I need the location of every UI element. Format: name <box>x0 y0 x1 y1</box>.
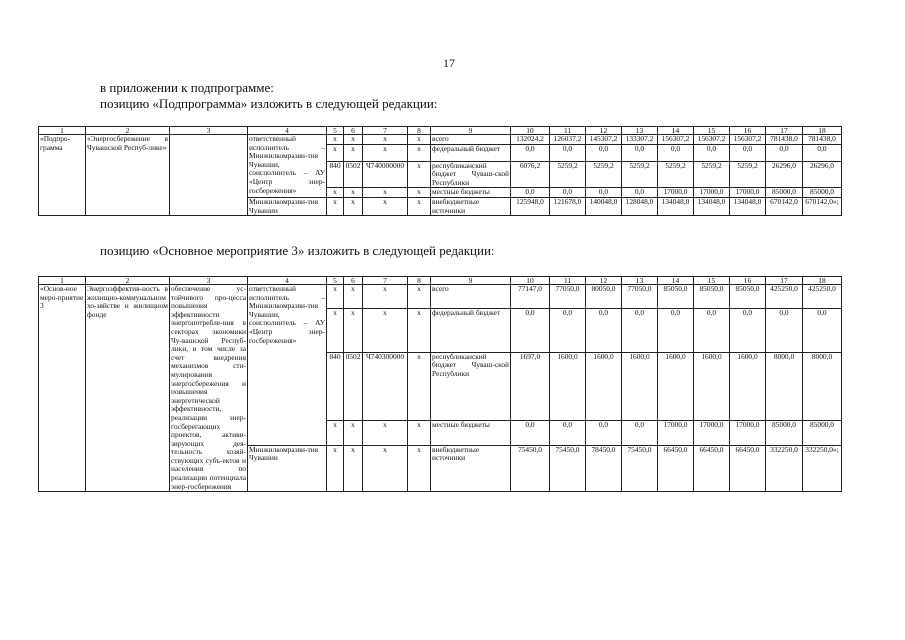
value-cell: 85000,0 <box>803 188 842 198</box>
value-cell: 134048,0 <box>658 197 694 215</box>
table-row <box>39 285 842 309</box>
header-cell: 7 <box>363 127 408 135</box>
col-1-cell: «Основ-ное меро-приятие 3 <box>39 285 86 492</box>
header-cell: 4 <box>248 277 327 285</box>
intro-line-1: в приложении к подпрограмме: <box>100 80 274 95</box>
value-cell: 0,0 <box>658 309 694 352</box>
value-cell: 1697,0 <box>511 352 550 420</box>
value-cell: 156307,2 <box>730 135 766 145</box>
value-cell: 425250,0 <box>803 285 842 309</box>
header-cell: 2 <box>86 127 170 135</box>
value-cell: 0,0 <box>622 188 658 198</box>
header-cell: 14 <box>658 127 694 135</box>
source-cell: всего <box>431 135 511 145</box>
value-cell: 0,0 <box>622 309 658 352</box>
header-cell: 16 <box>730 277 766 285</box>
value-cell: 0,0 <box>766 309 803 352</box>
header-cell: 13 <box>622 277 658 285</box>
value-cell: 332250,0 <box>766 445 803 491</box>
col-3-cell: обеспечение ус-тойчивого про-цесса повышения эффективности энергопотребле-ния в секторах экономики Чу-вашской Респуб-лики, в том числе за счет внедрения механизмов сти-мулирования энергосбережения и повышения энергетической эффективности, реализации энер-госберегающих проектов, активи-зирующих дея-тельность хозяй-ствующих субъ-ектов и населения по реализации потенциала энер-госбережения <box>171 284 246 491</box>
source-cell: республиканский бюджет Чуваш-ской Республики <box>432 161 509 187</box>
source-cell: внебюджетные источники <box>431 445 511 491</box>
value-cell: 75450,0 <box>622 445 658 491</box>
value-cell: 17000,0 <box>730 188 766 198</box>
code-cell: x <box>344 135 363 145</box>
measure-table <box>38 276 842 492</box>
responsible-cell: ответственный исполнитель – Минжилкомразви-тия Чувашии, соисполнитель – АУ «Центр энер-госбережения» <box>248 135 327 198</box>
code-cell: x <box>408 144 431 161</box>
subprogram-table <box>38 126 842 216</box>
value-cell: 5259,2 <box>730 161 766 188</box>
code-cell: x <box>363 285 408 309</box>
value-cell: 77050,0 <box>550 285 586 309</box>
value-cell: 78450,0 <box>586 445 622 491</box>
code-cell: x <box>363 188 408 198</box>
value-cell: 156307,2 <box>694 135 730 145</box>
col-2-cell: Энергоэффектив-ность в жилищно-коммунальном хо-зяйстве и жилищном фонде <box>86 285 170 492</box>
value-cell: 128048,0 <box>622 197 658 215</box>
header-cell: 17 <box>766 277 803 285</box>
code-cell: x <box>408 309 431 352</box>
header-cell: 9 <box>431 127 511 135</box>
value-cell: 0,0 <box>550 144 586 161</box>
coexecutor-cell: Минжилкомразви-тия Чувашии <box>248 197 327 215</box>
value-cell: 0,0 <box>658 144 694 161</box>
header-cell: 5 <box>327 277 344 285</box>
value-cell: 134048,0 <box>694 197 730 215</box>
code-cell: x <box>327 445 344 491</box>
header-cell: 10 <box>511 127 550 135</box>
code-cell: 0502 <box>344 352 363 420</box>
code-cell: x <box>408 285 431 309</box>
value-cell: 425250,0 <box>766 285 803 309</box>
value-cell: 0,0 <box>766 144 803 161</box>
header-cell: 8 <box>408 127 431 135</box>
code-cell: x <box>408 197 431 215</box>
intro-line-2: позицию «Подпрограмма» изложить в следующей редакции: <box>100 96 438 111</box>
code-cell: x <box>344 421 363 445</box>
value-cell: 1600,0 <box>550 352 586 420</box>
header-cell: 1 <box>39 127 86 135</box>
code-cell: x <box>327 197 344 215</box>
value-cell: 0,0 <box>550 309 586 352</box>
value-cell: 1600,0 <box>730 352 766 420</box>
value-cell: 0,0 <box>511 144 550 161</box>
header-cell: 6 <box>344 127 363 135</box>
value-cell: 1600,0 <box>658 352 694 420</box>
table-row <box>39 135 842 145</box>
header-cell: 17 <box>766 127 803 135</box>
value-cell: 0,0 <box>622 421 658 445</box>
value-cell: 0,0 <box>694 144 730 161</box>
header-cell: 4 <box>248 127 327 135</box>
value-cell: 5259,2 <box>586 161 622 188</box>
coexecutor-cell: Минжилкомразви-тия Чувашии <box>248 445 327 491</box>
value-cell: 121678,0 <box>550 197 586 215</box>
value-cell: 0,0 <box>622 144 658 161</box>
code-cell: x <box>408 421 431 445</box>
header-cell: 11 <box>550 127 586 135</box>
intro-line-3: позицию «Основное мероприятие 3» изложить в следующей редакции: <box>100 243 495 258</box>
header-cell: 3 <box>170 127 248 135</box>
source-cell: федеральный бюджет <box>431 309 511 352</box>
value-cell: 670142,0 <box>766 197 803 215</box>
code-cell: Ч740000000 <box>363 161 408 188</box>
value-cell: 85050,0 <box>658 285 694 309</box>
source-cell: федеральный бюджет <box>431 144 511 161</box>
source-cell: всего <box>431 285 511 309</box>
value-cell: 85000,0 <box>803 421 842 445</box>
value-cell: 77050,0 <box>622 285 658 309</box>
header-cell: 5 <box>327 127 344 135</box>
value-cell: 1600,0 <box>622 352 658 420</box>
value-cell: 0,0 <box>511 309 550 352</box>
page-number: 17 <box>443 56 455 70</box>
code-cell: x <box>327 309 344 352</box>
value-cell: 75450,0 <box>550 445 586 491</box>
value-cell: 133307,2 <box>622 135 658 145</box>
value-cell: 0,0 <box>550 421 586 445</box>
header-cell: 9 <box>431 277 511 285</box>
value-cell: 5259,2 <box>622 161 658 188</box>
value-cell: 17000,0 <box>658 188 694 198</box>
code-cell: x <box>408 188 431 198</box>
value-cell: 0,0 <box>586 309 622 352</box>
value-cell: 26296,0 <box>766 161 803 188</box>
value-cell: 0,0 <box>586 188 622 198</box>
code-cell: x <box>408 445 431 491</box>
source-cell: внебюджетные источники <box>431 197 511 215</box>
header-cell: 13 <box>622 127 658 135</box>
code-cell: x <box>344 144 363 161</box>
value-cell: 0,0 <box>730 309 766 352</box>
code-cell: Ч740300000 <box>363 352 408 420</box>
value-cell: 0,0 <box>511 188 550 198</box>
code-cell: x <box>327 285 344 309</box>
value-cell: 125948,0 <box>511 197 550 215</box>
header-cell: 18 <box>803 277 842 285</box>
value-cell: 0,0 <box>730 144 766 161</box>
value-cell: 781438,0 <box>803 135 842 145</box>
value-cell: 132024,2 <box>511 135 550 145</box>
value-cell: 0,0 <box>550 188 586 198</box>
code-cell: x <box>327 188 344 198</box>
header-cell: 18 <box>803 127 842 135</box>
value-cell: 66450,0 <box>694 445 730 491</box>
code-cell: 840 <box>327 352 344 420</box>
value-cell: 80050,0 <box>586 285 622 309</box>
header-cell: 3 <box>170 277 248 285</box>
code-cell: x <box>327 421 344 445</box>
code-cell: x <box>363 135 408 145</box>
value-cell: 0,0 <box>586 421 622 445</box>
value-cell: 332250,0»; <box>803 445 842 491</box>
header-cell: 6 <box>344 277 363 285</box>
col-2-cell: «Энергосбережение в Чувашской Респуб-лике» <box>86 135 170 216</box>
value-cell: 85050,0 <box>694 285 730 309</box>
code-cell: x <box>363 309 408 352</box>
header-cell: 10 <box>511 277 550 285</box>
code-cell: x <box>344 285 363 309</box>
value-cell: 66450,0 <box>730 445 766 491</box>
value-cell: 8000,0 <box>766 352 803 420</box>
value-cell: 85050,0 <box>730 285 766 309</box>
value-cell: 140048,0 <box>586 197 622 215</box>
value-cell: 75450,0 <box>511 445 550 491</box>
value-cell: 0,0 <box>803 144 842 161</box>
header-cell: 8 <box>408 277 431 285</box>
header-cell: 7 <box>363 277 408 285</box>
value-cell: 0,0 <box>694 309 730 352</box>
header-cell: 16 <box>730 127 766 135</box>
code-cell: x <box>344 188 363 198</box>
header-cell: 12 <box>586 127 622 135</box>
code-cell: 0502 <box>344 161 363 188</box>
code-cell: x <box>344 445 363 491</box>
header-row <box>39 127 842 135</box>
code-cell: 840 <box>327 161 344 188</box>
header-cell: 15 <box>694 127 730 135</box>
value-cell: 1600,0 <box>586 352 622 420</box>
value-cell: 26296,0 <box>803 161 842 188</box>
code-cell: x <box>408 352 431 420</box>
code-cell: x <box>408 135 431 145</box>
col-1-cell: «Подпро-грамма <box>39 135 86 216</box>
value-cell: 85000,0 <box>766 421 803 445</box>
code-cell: x <box>344 309 363 352</box>
value-cell: 1600,0 <box>694 352 730 420</box>
value-cell: 0,0 <box>511 421 550 445</box>
value-cell: 77147,0 <box>511 285 550 309</box>
value-cell: 0,0 <box>586 144 622 161</box>
value-cell: 126037,2 <box>550 135 586 145</box>
value-cell: 5259,2 <box>694 161 730 188</box>
value-cell: 5259,2 <box>658 161 694 188</box>
code-cell: x <box>363 144 408 161</box>
value-cell: 17000,0 <box>730 421 766 445</box>
value-cell: 145307,2 <box>586 135 622 145</box>
value-cell: 17000,0 <box>658 421 694 445</box>
source-cell: местные бюджеты <box>431 188 511 198</box>
value-cell: 781438,0 <box>766 135 803 145</box>
header-cell: 15 <box>694 277 730 285</box>
header-row <box>39 277 842 285</box>
value-cell: 6076,2 <box>511 161 550 188</box>
value-cell: 670142,0»; <box>803 197 842 215</box>
code-cell: x <box>344 197 363 215</box>
code-cell: x <box>363 197 408 215</box>
source-cell: республиканский бюджет Чуваш-ской Республики <box>431 352 511 420</box>
source-cell: местные бюджеты <box>431 421 511 445</box>
value-cell: 156307,2 <box>658 135 694 145</box>
col-3-cell <box>170 135 248 216</box>
code-cell: x <box>363 421 408 445</box>
value-cell: 66450,0 <box>658 445 694 491</box>
value-cell: 17000,0 <box>694 421 730 445</box>
header-cell: 1 <box>39 277 86 285</box>
code-cell: x <box>363 445 408 491</box>
code-cell: x <box>408 161 431 188</box>
value-cell: 8000,0 <box>803 352 842 420</box>
header-cell: 12 <box>586 277 622 285</box>
code-cell: x <box>327 144 344 161</box>
header-cell: 11 <box>550 277 586 285</box>
header-cell: 14 <box>658 277 694 285</box>
responsible-cell: ответственный исполнитель – Минжилкомразви-тия Чувашии, соисполнитель – АУ «Центр энер-госбережения» <box>248 285 327 446</box>
value-cell: 134048,0 <box>730 197 766 215</box>
value-cell: 5259,2 <box>550 161 586 188</box>
code-cell: x <box>327 135 344 145</box>
value-cell: 0,0 <box>803 309 842 352</box>
header-cell: 2 <box>86 277 170 285</box>
value-cell: 85000,0 <box>766 188 803 198</box>
value-cell: 17000,0 <box>694 188 730 198</box>
